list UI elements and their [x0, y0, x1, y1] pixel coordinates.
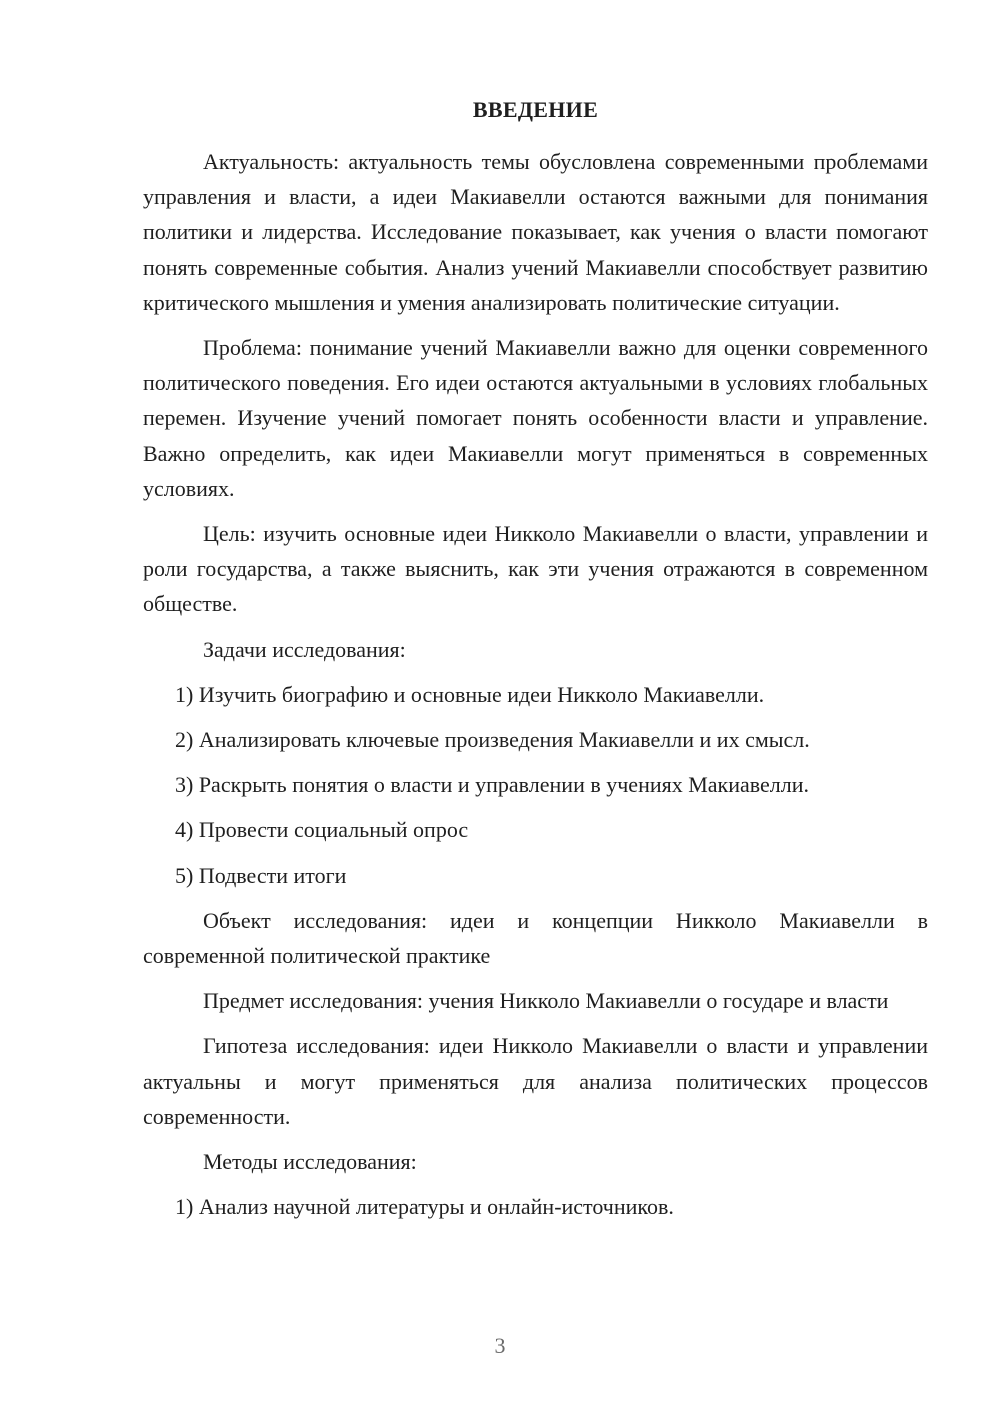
tasks-list: [143, 677, 928, 893]
task-item: 3) Раскрыть понятия о власти и управлении в учениях Макиавелли.: [175, 772, 810, 798]
document-title: ВВЕДЕНИЕ: [472, 97, 599, 122]
methods-heading: Методы исследования:: [203, 1149, 417, 1175]
task-item: 4) Провести социальный опрос: [175, 817, 469, 843]
problem-paragraph: Проблема: понимание учений Макиавелли важно для оценки современного политического поведения. Его идеи остаются актуальными в условиях глобальных перемен. Изучение учений помогает понять особенности власти и управление. Важно определить, как идеи Макиавелли могут применяться в современных условиях.: [143, 335, 928, 501]
document-page: [143, 94, 928, 1234]
relevance-paragraph: Актуальность: актуальность темы обусловлена современными проблемами управления и власти, а идеи Макиавелли остаются важными для понимания политики и лидерства. Исследование показывает, как учения о власти помогают понять современные события. Анализ учений Макиавелли способствует развитию критического мышления и умения анализировать политические ситуации.: [143, 149, 928, 315]
methods-list: [143, 1189, 928, 1224]
object-paragraph: Объект исследования: идеи и концепции Никколо Макиавелли в современной политической практике: [143, 907, 928, 969]
task-item: 2) Анализировать ключевые произведения Макиавелли и их смысл.: [175, 727, 810, 753]
goal-paragraph: Цель: изучить основные идеи Никколо Макиавелли о власти, управлении и роли государства, а также выяснить, как эти учения отражаются в современном обществе.: [143, 521, 928, 617]
page-number: 3: [494, 1333, 506, 1358]
hypothesis-paragraph: Гипотеза исследования: идеи Никколо Макиавелли о власти и управлении актуальны и могут применяться для анализа политических процессов современности.: [143, 1033, 928, 1129]
task-item: 1) Изучить биографию и основные идеи Никколо Макиавелли.: [175, 681, 765, 707]
method-item: 1) Анализ научной литературы и онлайн-источников.: [175, 1194, 674, 1220]
tasks-heading: Задачи исследования:: [203, 636, 406, 662]
subject-paragraph: Предмет исследования: учения Никколо Макиавелли о государе и власти: [203, 988, 889, 1014]
task-item: 5) Подвести итоги: [175, 862, 347, 888]
